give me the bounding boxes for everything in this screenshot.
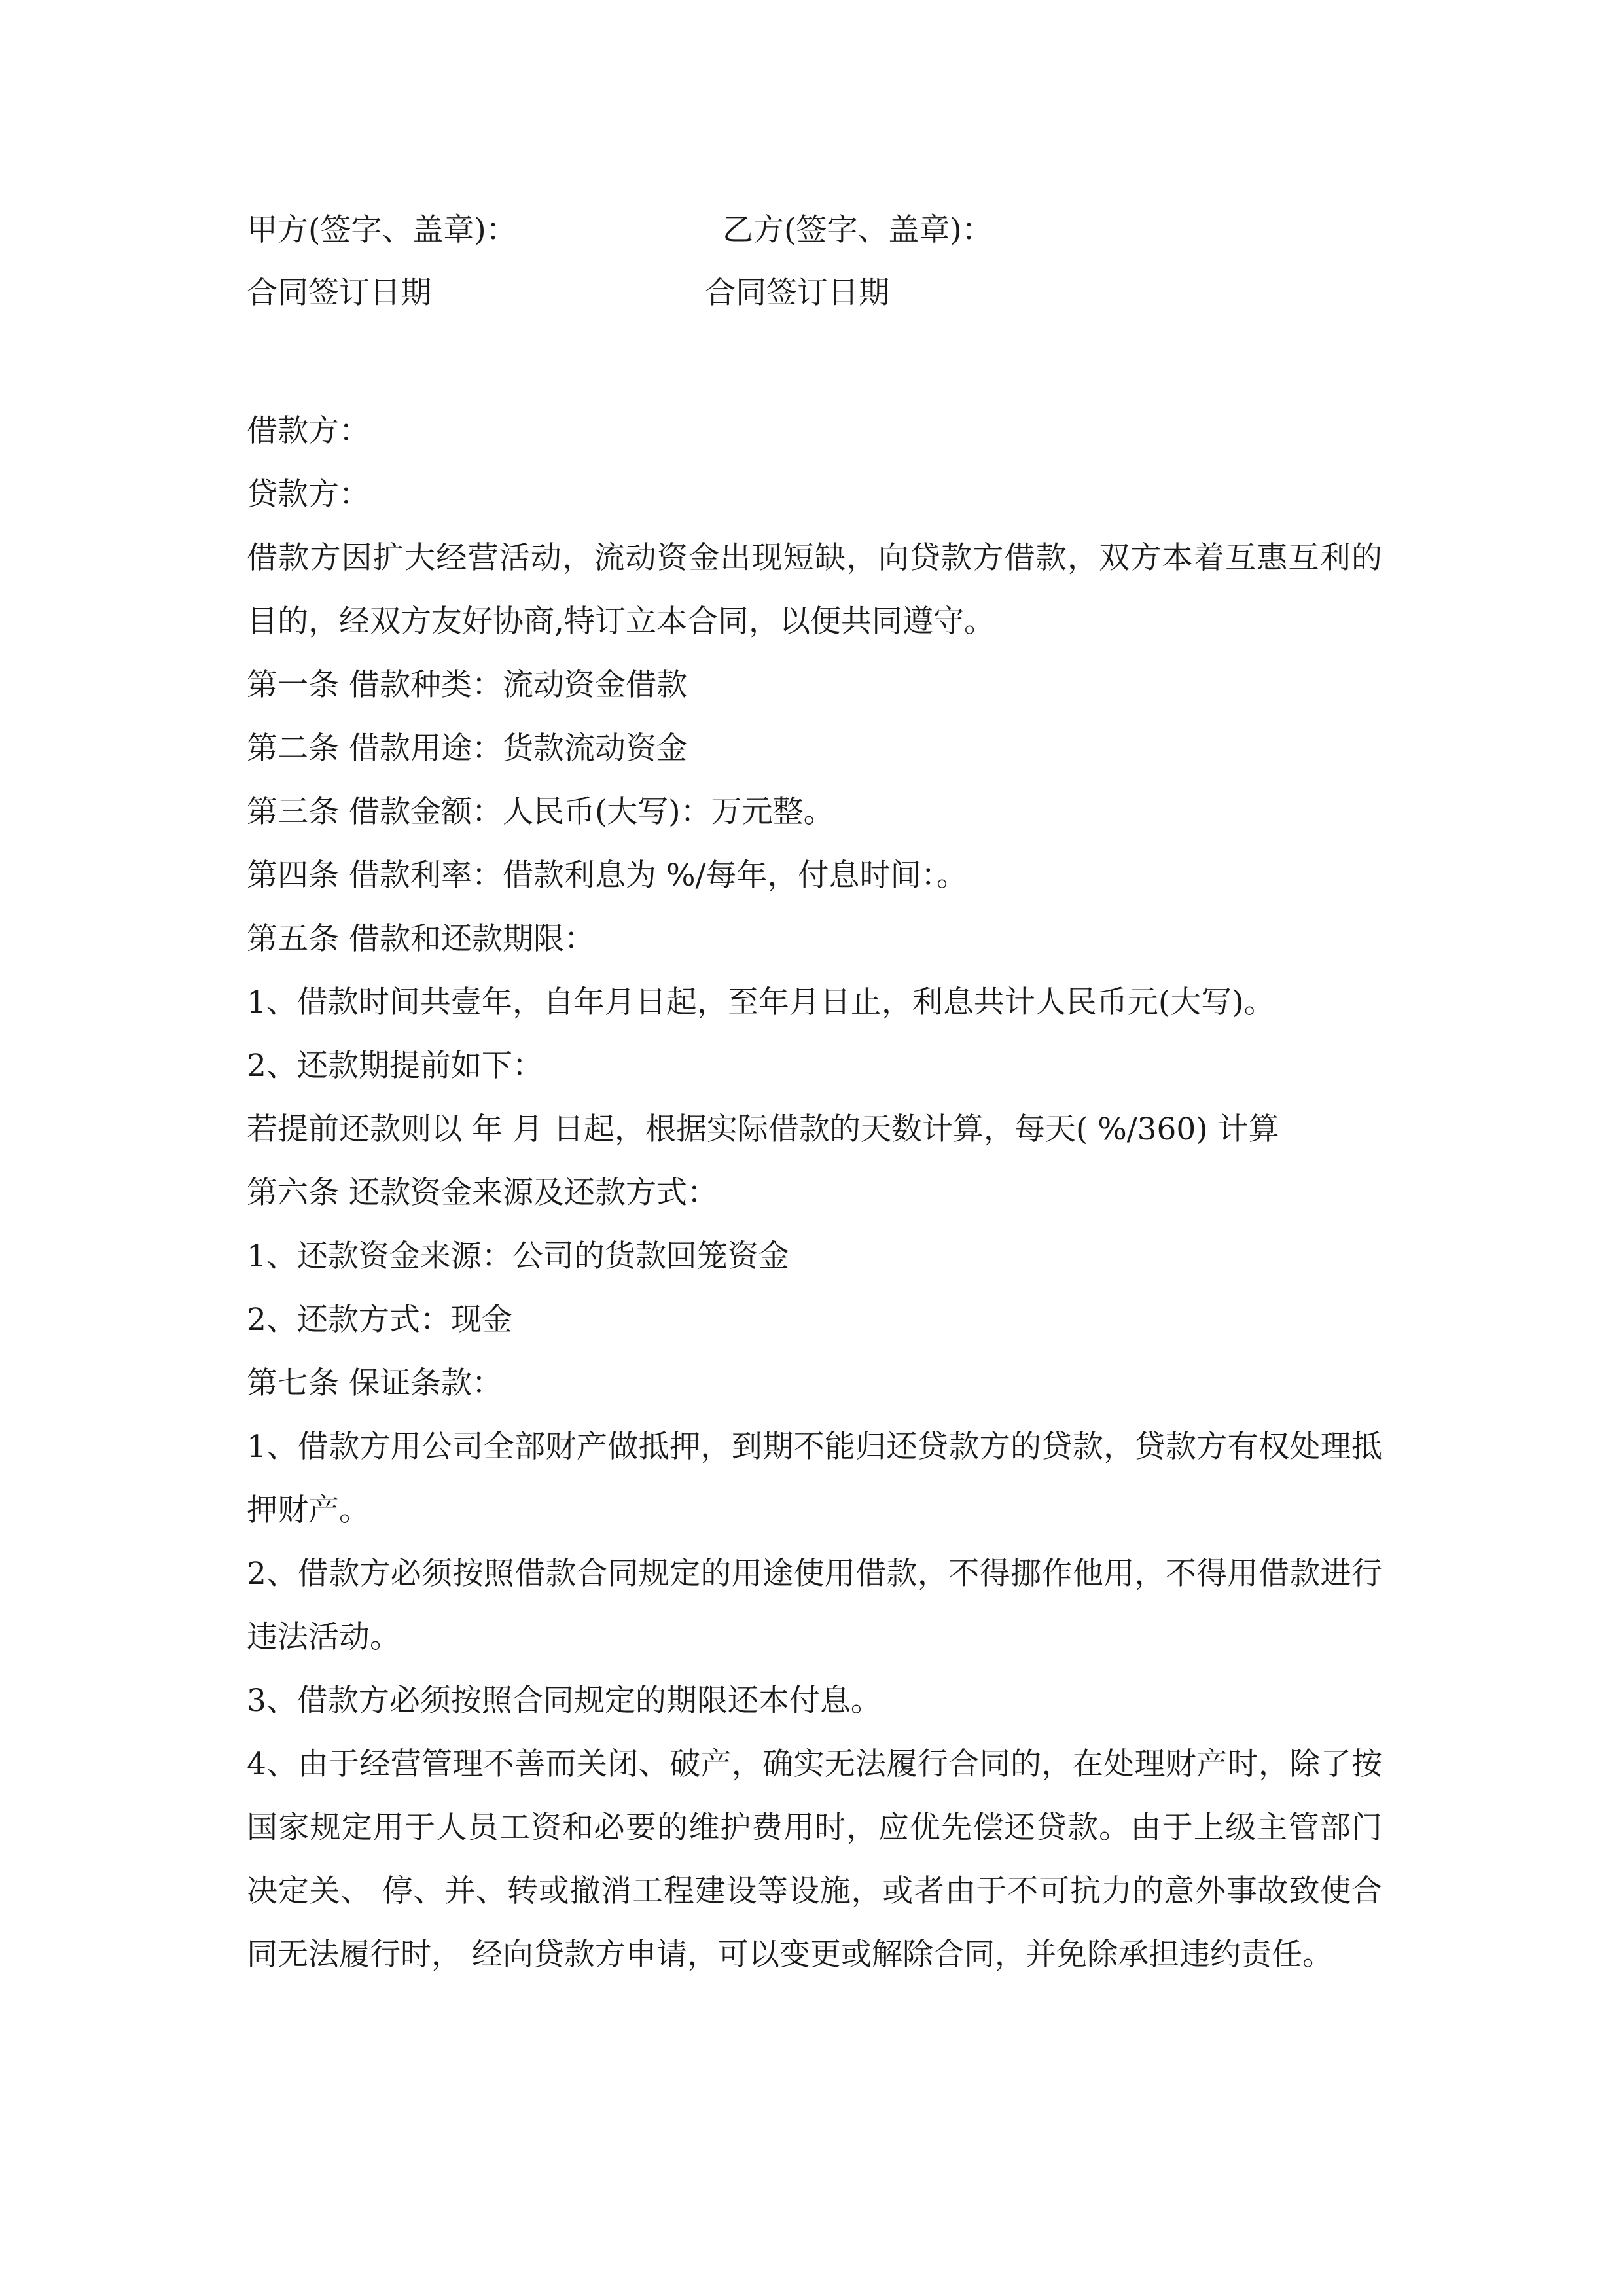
article-5: 第五条 借款和还款期限： (247, 921, 595, 957)
article-1: 第一条 借款种类：流动资金借款 (247, 667, 687, 703)
party-b-date-label: 合同签订日期 (705, 275, 889, 311)
article-6: 第六条 还款资金来源及还款方式： (247, 1175, 718, 1211)
article-5-item-2: 2、还款期提前如下： (247, 1048, 543, 1084)
article-3: 第三条 借款金额：人民币(大写)：万元整。 (247, 794, 834, 830)
contract-body (247, 399, 1382, 1986)
party-a-date-label: 合同签订日期 (247, 275, 431, 311)
intro-paragraph: 借款方因扩大经营活动，流动资金出现短缺，向贷款方借款，双方本着互惠互利的目的，经双方友好协商,特订立本合同，以便共同遵守。 (247, 540, 1382, 639)
article-7-item-1: 1、借款方用公司全部财产做抵押，到期不能归还贷款方的贷款，贷款方有权处理抵押财产。 (247, 1429, 1382, 1528)
article-6-item-1: 1、还款资金来源：公司的货款回笼资金 (247, 1238, 789, 1274)
article-2: 第二条 借款用途：货款流动资金 (247, 730, 687, 766)
article-7-item-4: 4、由于经营管理不善而关闭、破产，确实无法履行合同的，在处理财产时，除了按国家规定用于人员工资和必要的维护费用时，应优先偿还贷款。由于上级主管部门决定关、 停、并、转或撤消工程建设等设施，或者由于不可抗力的意外事故致使合同无法履行时， 经向贷款方申请，可以变更或解除合同，并免除承担违约责任。 (247, 1746, 1382, 1973)
article-5-early-repayment: 若提前还款则以 年 月 日起，根据实际借款的天数计算，每天( %/360) 计算 (247, 1111, 1279, 1147)
article-6-item-2: 2、还款方式：现金 (247, 1302, 512, 1338)
article-4: 第四条 借款利率：借款利息为 %/每年，付息时间：。 (247, 857, 967, 893)
borrower-line: 借款方： (247, 413, 370, 449)
article-7-item-3: 3、借款方必须按照合同规定的期限还本付息。 (247, 1683, 882, 1719)
lender-line: 贷款方： (247, 476, 370, 512)
party-b-signature-label: 乙方(签字、盖章)： (722, 212, 993, 248)
article-5-item-1: 1、借款时间共壹年，自年月日起，至年月日止，利息共计人民币元(大写)。 (247, 984, 1275, 1020)
article-7-item-2: 2、借款方必须按照借款合同规定的用途使用借款，不得挪作他用，不得用借款进行违法活动。 (247, 1556, 1382, 1655)
party-a-signature-label: 甲方(签字、盖章)： (247, 212, 517, 248)
article-7: 第七条 保证条款： (247, 1365, 503, 1401)
